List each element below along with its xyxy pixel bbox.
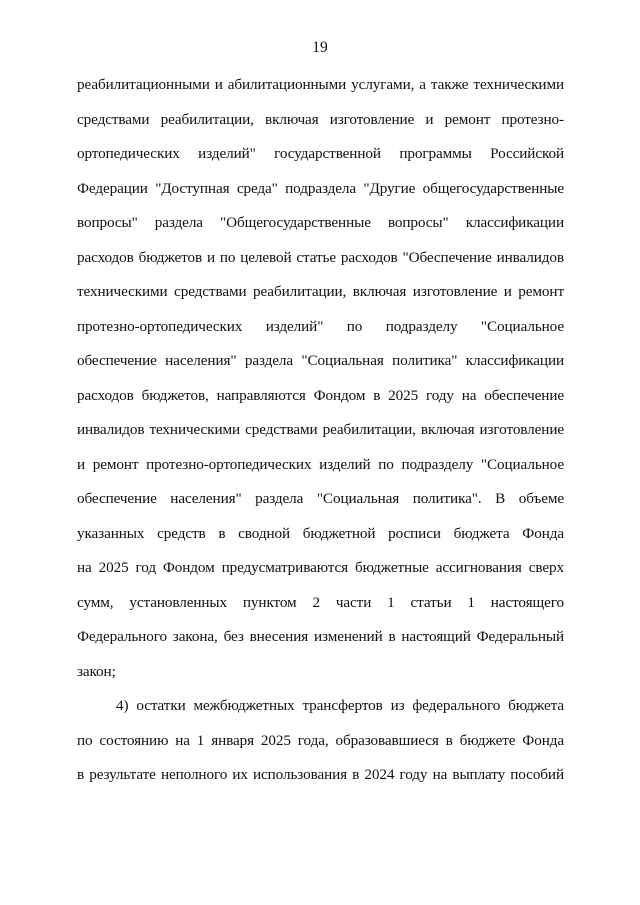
text-line: протезно-ортопедических изделий" по подразделу "Социальное: [77, 317, 564, 335]
text-line: расходов бюджетов и по целевой статье расходов "Обеспечение инвалидов: [77, 248, 564, 266]
text-line: техническими средствами реабилитации, включая изготовление и ремонт: [77, 283, 564, 300]
text-line: Федерации "Доступная среда" подраздела "Другие общегосударственные: [77, 179, 564, 197]
text-line: и ремонт протезно-ортопедических изделий по подразделу "Социальное: [77, 455, 564, 473]
text-line: вопросы" раздела "Общегосударственные вопросы" классификации: [77, 214, 564, 231]
text-line: обеспечение населения" раздела "Социальная политика" классификации: [77, 352, 564, 369]
text-line: по состоянию на 1 января 2025 года, образовавшиеся в бюджете Фонда: [77, 731, 564, 749]
text-line: Федерального закона, без внесения изменений в настоящий Федеральный: [77, 628, 564, 645]
paragraph-first-line: 4) остатки межбюджетных трансфертов из федерального бюджета: [116, 697, 564, 714]
text-line: средствами реабилитации, включая изготовление и ремонт протезно-: [77, 110, 564, 128]
text-line: сумм, установленных пунктом 2 части 1 статьи 1 настоящего: [77, 593, 564, 611]
page-number: 19: [312, 39, 328, 56]
text-line: в результате неполного их использования в 2024 году на выплату пособий: [77, 766, 564, 783]
text-line: ортопедических изделий" государственной программы Российской: [77, 145, 564, 162]
paragraph-end-line: закон;: [77, 662, 116, 680]
document-body: [77, 75, 564, 800]
text-line: на 2025 год Фондом предусматриваются бюджетные ассигнования сверх: [77, 559, 564, 576]
text-line: указанных средств в сводной бюджетной росписи бюджета Фонда: [77, 524, 564, 542]
text-line: реабилитационными и абилитационными услугами, а также техническими: [77, 76, 564, 93]
text-line: инвалидов техническими средствами реабилитации, включая изготовление: [77, 421, 564, 438]
text-line: обеспечение населения" раздела "Социальная политика". В объеме: [77, 490, 564, 507]
text-line: расходов бюджетов, направляются Фондом в 2025 году на обеспечение: [77, 386, 564, 404]
